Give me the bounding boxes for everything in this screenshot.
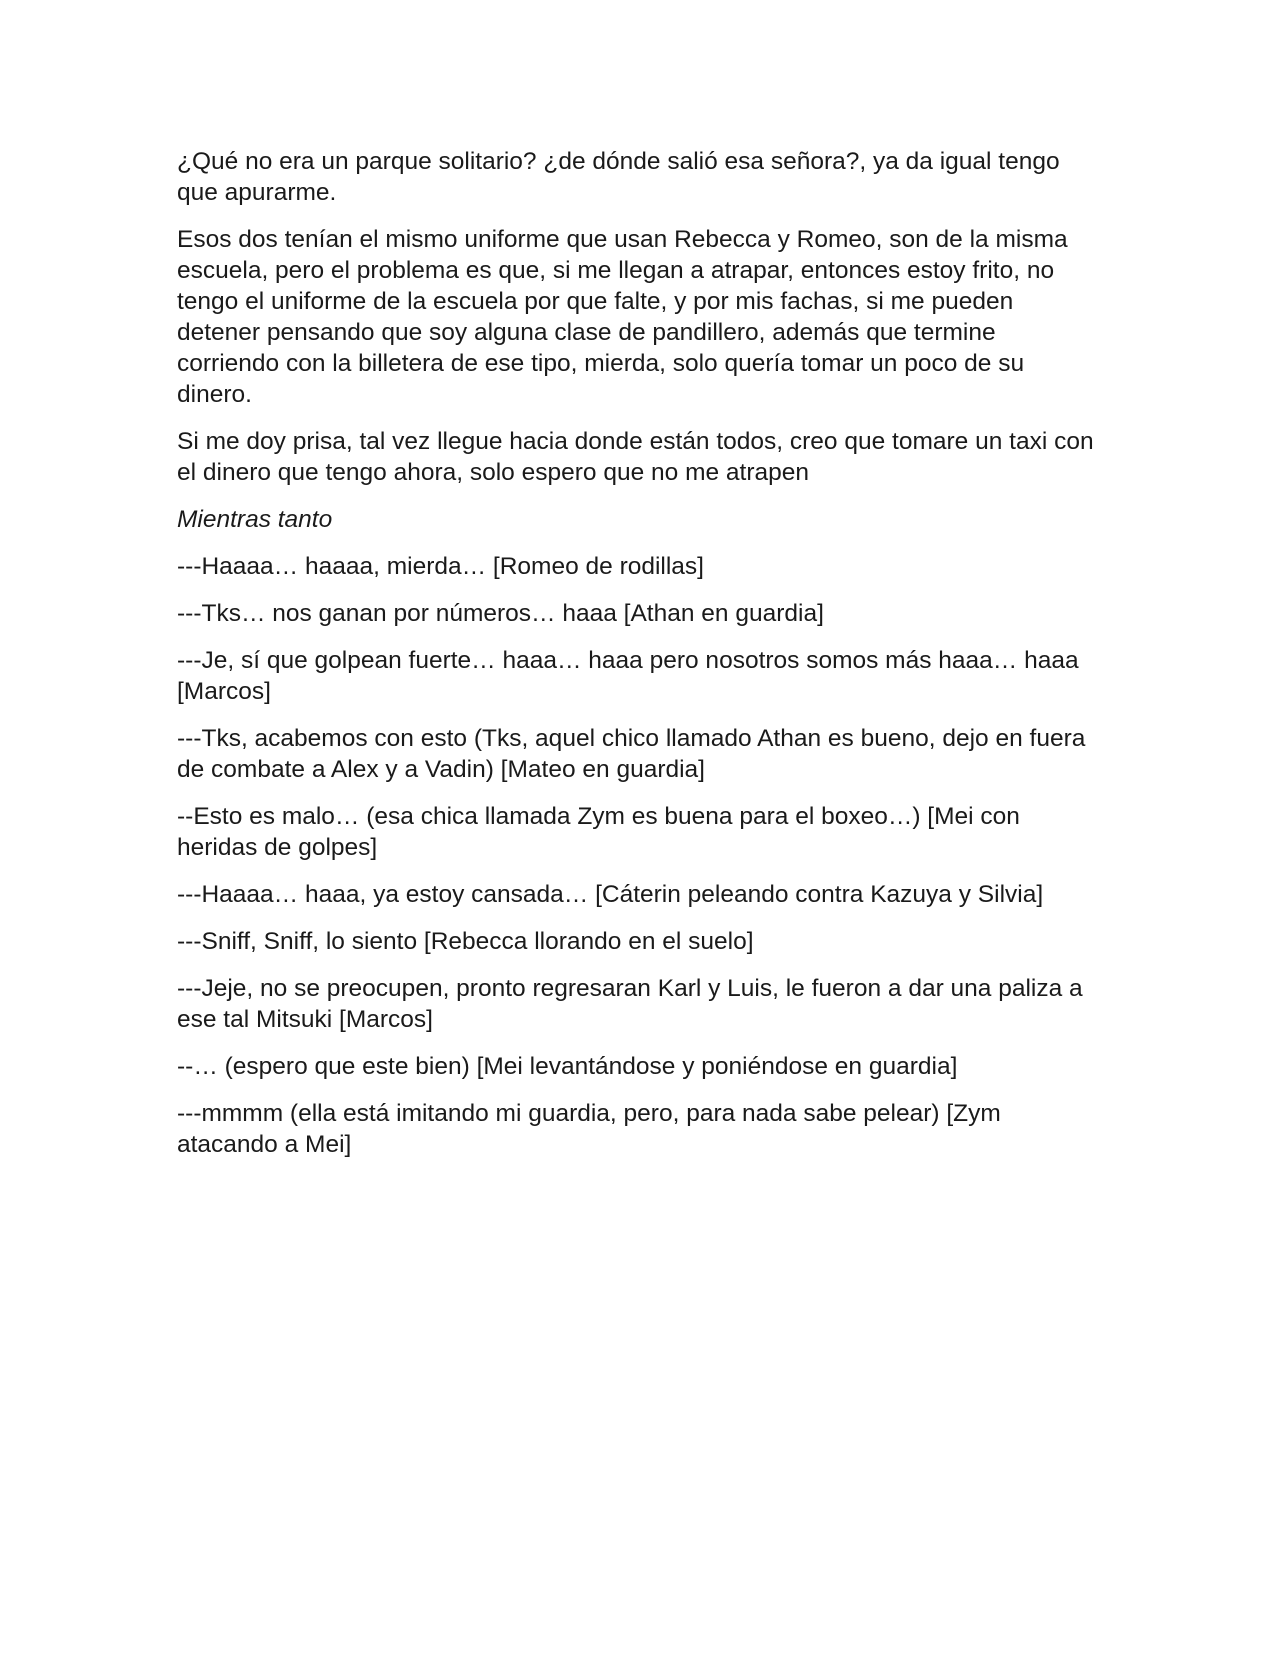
dialogue-line-4: ---Tks, acabemos con esto (Tks, aquel chico llamado Athan es bueno, dejo en fuera de combate a Alex y a Vadin) [Mateo en guardia] xyxy=(177,725,1086,783)
dialogue-line-3: ---Je, sí que golpean fuerte… haaa… haaa pero nosotros somos más haaa… haaa [Marcos] xyxy=(177,647,1079,705)
dialogue-line-5: --Esto es malo… (esa chica llamada Zym es buena para el boxeo…) [Mei con heridas de golpes] xyxy=(177,803,1020,861)
dialogue-line-1: ---Haaaa… haaaa, mierda… [Romeo de rodillas] xyxy=(177,553,704,580)
scene-break-heading: Mientras tanto xyxy=(177,506,333,533)
paragraph-2: Esos dos tenían el mismo uniforme que usan Rebecca y Romeo, son de la misma escuela, pero el problema es que, si me llegan a atrapar, entonces estoy frito, no tengo el uniforme de la escuela por que falte, y por mis fachas, si me pueden detener pensando que soy alguna clase de pandillero, además que termine corriendo con la billetera de ese tipo, mierda, solo quería tomar un poco de su dinero. xyxy=(177,226,1068,408)
dialogue-line-8: ---Jeje, no se preocupen, pronto regresaran Karl y Luis, le fueron a dar una paliza a ese tal Mitsuki [Marcos] xyxy=(177,975,1083,1033)
dialogue-line-2: ---Tks… nos ganan por números… haaa [Athan en guardia] xyxy=(177,600,824,627)
paragraph-1: ¿Qué no era un parque solitario? ¿de dónde salió esa señora?, ya da igual tengo que apurarme. xyxy=(177,148,1060,206)
dialogue-line-6: ---Haaaa… haaa, ya estoy cansada… [Cáterin peleando contra Kazuya y Silvia] xyxy=(177,881,1044,908)
document-body xyxy=(177,146,1102,1176)
dialogue-line-9: --… (espero que este bien) [Mei levantándose y poniéndose en guardia] xyxy=(177,1053,958,1080)
dialogue-line-10: ---mmmm (ella está imitando mi guardia, pero, para nada sabe pelear) [Zym atacando a Mei] xyxy=(177,1100,1001,1158)
paragraph-3: Si me doy prisa, tal vez llegue hacia donde están todos, creo que tomare un taxi con el dinero que tengo ahora, solo espero que no me atrapen xyxy=(177,428,1094,486)
dialogue-line-7: ---Sniff, Sniff, lo siento [Rebecca llorando en el suelo] xyxy=(177,928,754,955)
